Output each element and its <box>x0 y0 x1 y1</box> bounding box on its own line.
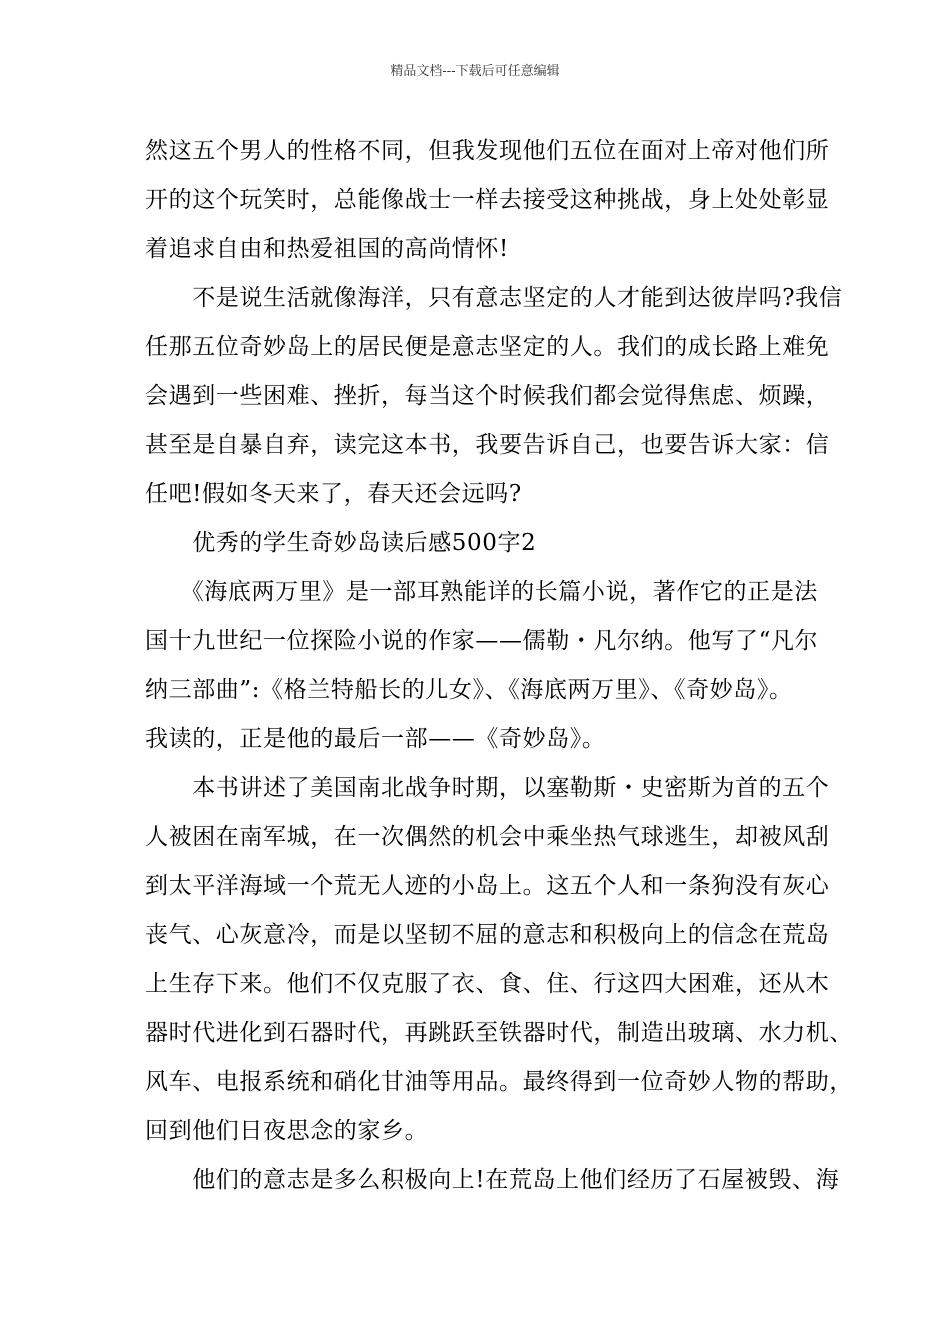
text-line: 上生存下来。他们不仅克服了衣、食、住、行这四大困难，还从木 <box>145 971 830 997</box>
paragraph-5 <box>145 1156 840 1205</box>
text-line: 到太平洋海域一个荒无人迹的小岛上。这五个人和一条狗没有灰心 <box>145 873 830 899</box>
text-line: 回到他们日夜思念的家乡。 <box>145 1118 429 1144</box>
text-line: 本书讲述了美国南北战争时期，以塞勒斯・史密斯为首的五个 <box>145 775 830 801</box>
text-line: 器时代进化到石器时代，再跳跃至铁器时代，制造出玻璃、水力机、 <box>145 1020 853 1046</box>
text-line: 他们的意志是多么积极向上!在荒岛上他们经历了石屋被毁、海 <box>145 1167 840 1193</box>
text-line: 开的这个玩笑时，总能像战士一样去接受这种挑战，身上处处彰显 <box>145 187 830 213</box>
paragraph-4 <box>145 764 853 1156</box>
text-line: 《海底两万里》是一部耳熟能详的长篇小说，著作它的正是法 <box>145 579 818 605</box>
text-line: 我读的，正是他的最后一部——《奇妙岛》。 <box>145 726 606 752</box>
section-heading <box>145 519 815 568</box>
text-line: 任那五位奇妙岛上的居民便是意志坚定的人。我们的成长路上难免 <box>145 334 830 360</box>
paragraph-3 <box>145 568 819 764</box>
document-body <box>145 127 853 1205</box>
text-line: 任吧!假如冬天来了，春天还会远吗? <box>145 481 522 507</box>
text-line: 甚至是自暴自弃，读完这本书，我要告诉自己，也要告诉大家：信 <box>145 432 830 458</box>
paragraph-2 <box>145 274 843 519</box>
text-line: 然这五个男人的性格不同，但我发现他们五位在面对上帝对他们所 <box>145 138 830 164</box>
text-line: 风车、电报系统和硝化甘油等用品。最终得到一位奇妙人物的帮助， <box>145 1069 853 1095</box>
page-header: 精品文档---下载后可任意编辑 <box>390 64 560 79</box>
text-line: 会遇到一些困难、挫折，每当这个时候我们都会觉得焦虑、烦躁， <box>145 383 830 409</box>
text-line: 优秀的学生奇妙岛读后感500字2 <box>145 530 537 556</box>
text-line: 丧气、心灰意冷，而是以坚韧不屈的意志和积极向上的信念在荒岛 <box>145 922 830 948</box>
text-line: 纳三部曲”:《格兰特船长的儿女》、《海底两万里》、《奇妙岛》。 <box>145 677 793 703</box>
text-line: 国十九世纪一位探险小说的作家——儒勒・凡尔纳。他写了“凡尔 <box>145 628 819 654</box>
paragraph-1 <box>145 127 830 274</box>
text-line: 着追求自由和热爱祖国的高尚情怀! <box>145 236 509 262</box>
text-line: 不是说生活就像海洋，只有意志坚定的人才能到达彼岸吗?我信 <box>145 285 843 311</box>
text-line: 人被困在南军城，在一次偶然的机会中乘坐热气球逃生，却被风刮 <box>145 824 830 850</box>
